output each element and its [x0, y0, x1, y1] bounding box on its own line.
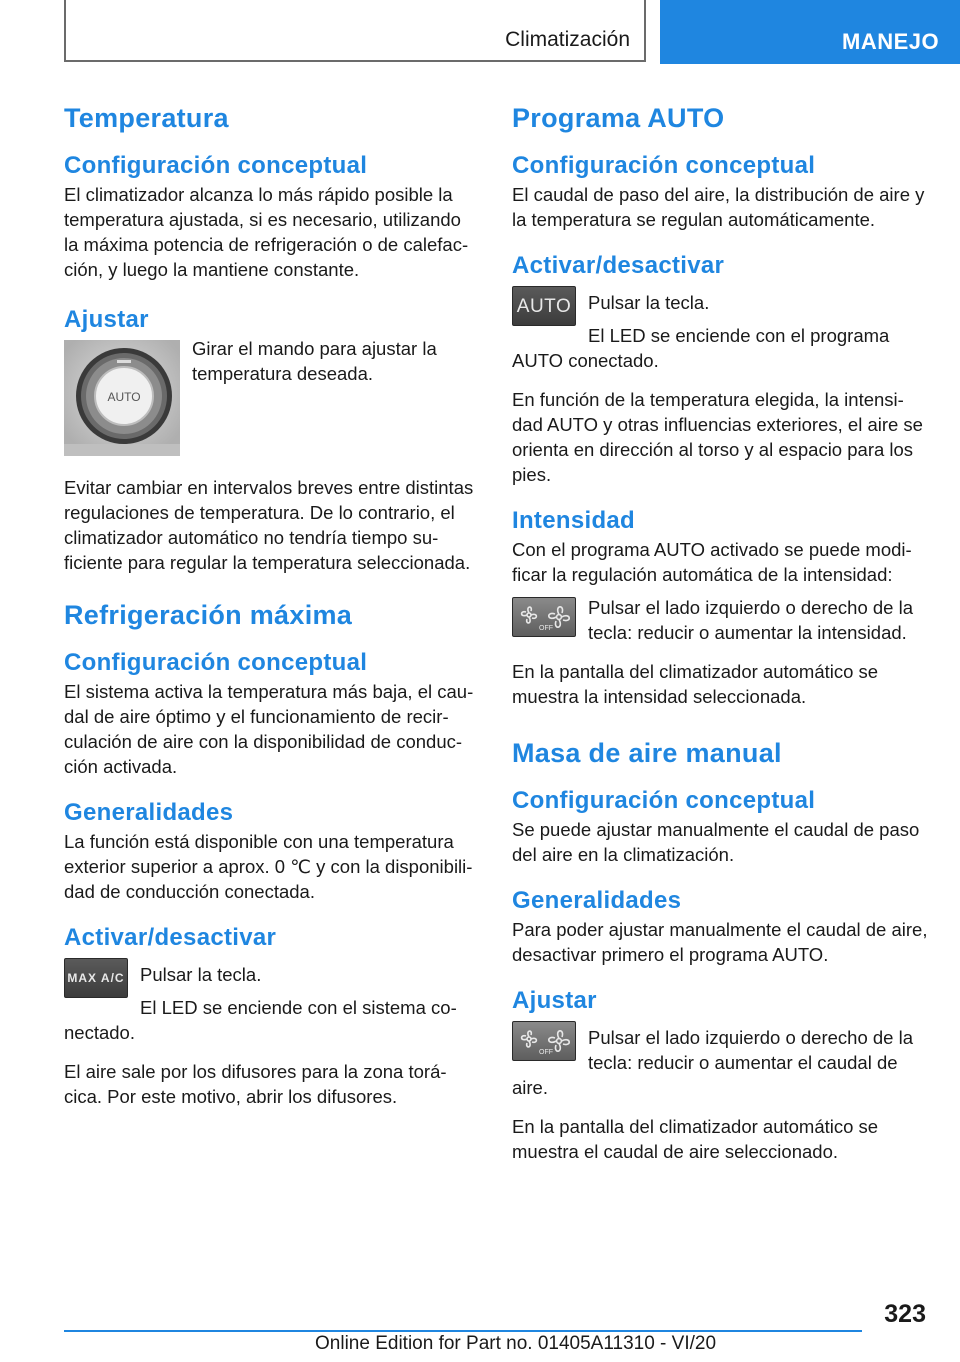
left-column [64, 100, 478, 1109]
text-funcion: En función de la temperatura elegida, la intensidad AUTO y otras influencias exteriores, el aire se orienta en dirección al torso y al espacio para los pies. [512, 389, 923, 485]
header-box [64, 0, 646, 62]
text-masa-concept: Se puede ajustar manualmente el caudal de paso del aire en la climatización. [512, 819, 920, 865]
heading-auto-concept: Configuración conceptual [512, 152, 816, 179]
right-column [512, 100, 928, 1164]
heading-refrig-concept: Configuración conceptual [64, 649, 368, 676]
chapter-tab[interactable] [660, 0, 960, 64]
heading-masa-concept: Configuración conceptual [512, 787, 816, 814]
footer-divider [64, 1330, 862, 1332]
text-generalidades-right: Para poder ajustar manualmente el caudal de aire, desactivar primero el programa AUTO. [512, 919, 928, 965]
text-aire: El aire sale por los difusores para la zona torácica. Por este motivo, abrir los difusores. [64, 1061, 447, 1107]
text-led-right: El LED se enciende con el programa AUTO conectado. [512, 325, 890, 371]
text-ajustar: Girar el mando para ajustar la temperatura deseada. [192, 338, 437, 384]
section-title: Climatización [505, 28, 630, 51]
auto-key-icon [512, 286, 576, 326]
heading-activar-right: Activar/desactivar [512, 252, 725, 279]
heading-intensidad: Intensidad [512, 507, 636, 534]
fan-key-icon [512, 597, 576, 637]
heading-programa-auto: Programa AUTO [512, 103, 725, 133]
text-generalidades: La función está disponible con una temperatura exterior superior a aprox. 0 ℃ y con la disponibilidad de conducción conectada. [64, 831, 473, 902]
fan-key-icon-2 [512, 1021, 576, 1061]
text-intensidad: Con el programa AUTO activado se puede modificar la regulación automática de la intensidad: [512, 539, 912, 585]
text-led-left: El LED se enciende con el sistema conectado. [64, 997, 457, 1043]
heading-generalidades-right: Generalidades [512, 887, 682, 914]
text-evitar: Evitar cambiar en intervalos breves entre distintas regulaciones de temperatura. De lo contrario, el climatizador automático no tendría tiempo suficiente para regular la temperatura seleccionada. [64, 477, 474, 573]
max-ac-key-icon [64, 958, 128, 998]
auto-key-label: AUTO [516, 296, 572, 317]
max-ac-key-label: MAX A/C [67, 971, 125, 985]
heading-masa-aire: Masa de aire manual [512, 738, 782, 768]
text-temp-concept: El climatizador alcanza lo más rápido posible la temperatura ajustada, si es necesario, utilizando la máxima potencia de refrigeración o de calefacción, y luego la mantiene constante. [64, 184, 469, 280]
text-lado-caudal: Pulsar el lado izquierdo o derecho de la tecla: reducir o aumentar el caudal de aire. [512, 1027, 913, 1098]
text-pantalla-intensidad: En la pantalla del climatizador automático se muestra la intensidad seleccionada. [512, 661, 879, 707]
heading-ajustar-right: Ajustar [512, 987, 597, 1014]
heading-activar-left: Activar/desactivar [64, 924, 277, 951]
text-pulsar-left: Pulsar la tecla. [140, 964, 262, 985]
fan-off-label-2: OFF [539, 1049, 553, 1056]
text-lado-intensidad: Pulsar el lado izquierdo o derecho de la tecla: reducir o aumentar la intensidad. [588, 597, 913, 643]
page-number: 323 [884, 1300, 926, 1328]
heading-ajustar: Ajustar [64, 306, 149, 333]
heading-temperatura: Temperatura [64, 103, 229, 133]
chapter-tab-label: MANEJO [842, 29, 940, 54]
text-auto-concept: El caudal de paso del aire, la distribución de aire y la temperatura se regulan automáticamente. [512, 184, 925, 230]
text-pulsar-right: Pulsar la tecla. [588, 292, 710, 313]
knob-auto-label: AUTO [107, 390, 141, 404]
heading-temp-concept: Configuración conceptual [64, 152, 368, 179]
temperature-knob-image [64, 340, 180, 461]
heading-refrigeracion: Refrigeración máxima [64, 600, 353, 630]
fan-off-label: OFF [539, 625, 553, 632]
heading-generalidades: Generalidades [64, 799, 234, 826]
text-refrig-concept: El sistema activa la temperatura más baja, el caudal de aire óptimo y el funcionamiento de recirculación de aire con la disponibilidad de conducción activada. [64, 681, 474, 777]
footer-edition: Online Edition for Part no. 01405A11310 - VI/20 [315, 1333, 717, 1354]
text-pantalla-caudal: En la pantalla del climatizador automático se muestra el caudal de aire seleccionado. [512, 1116, 879, 1162]
